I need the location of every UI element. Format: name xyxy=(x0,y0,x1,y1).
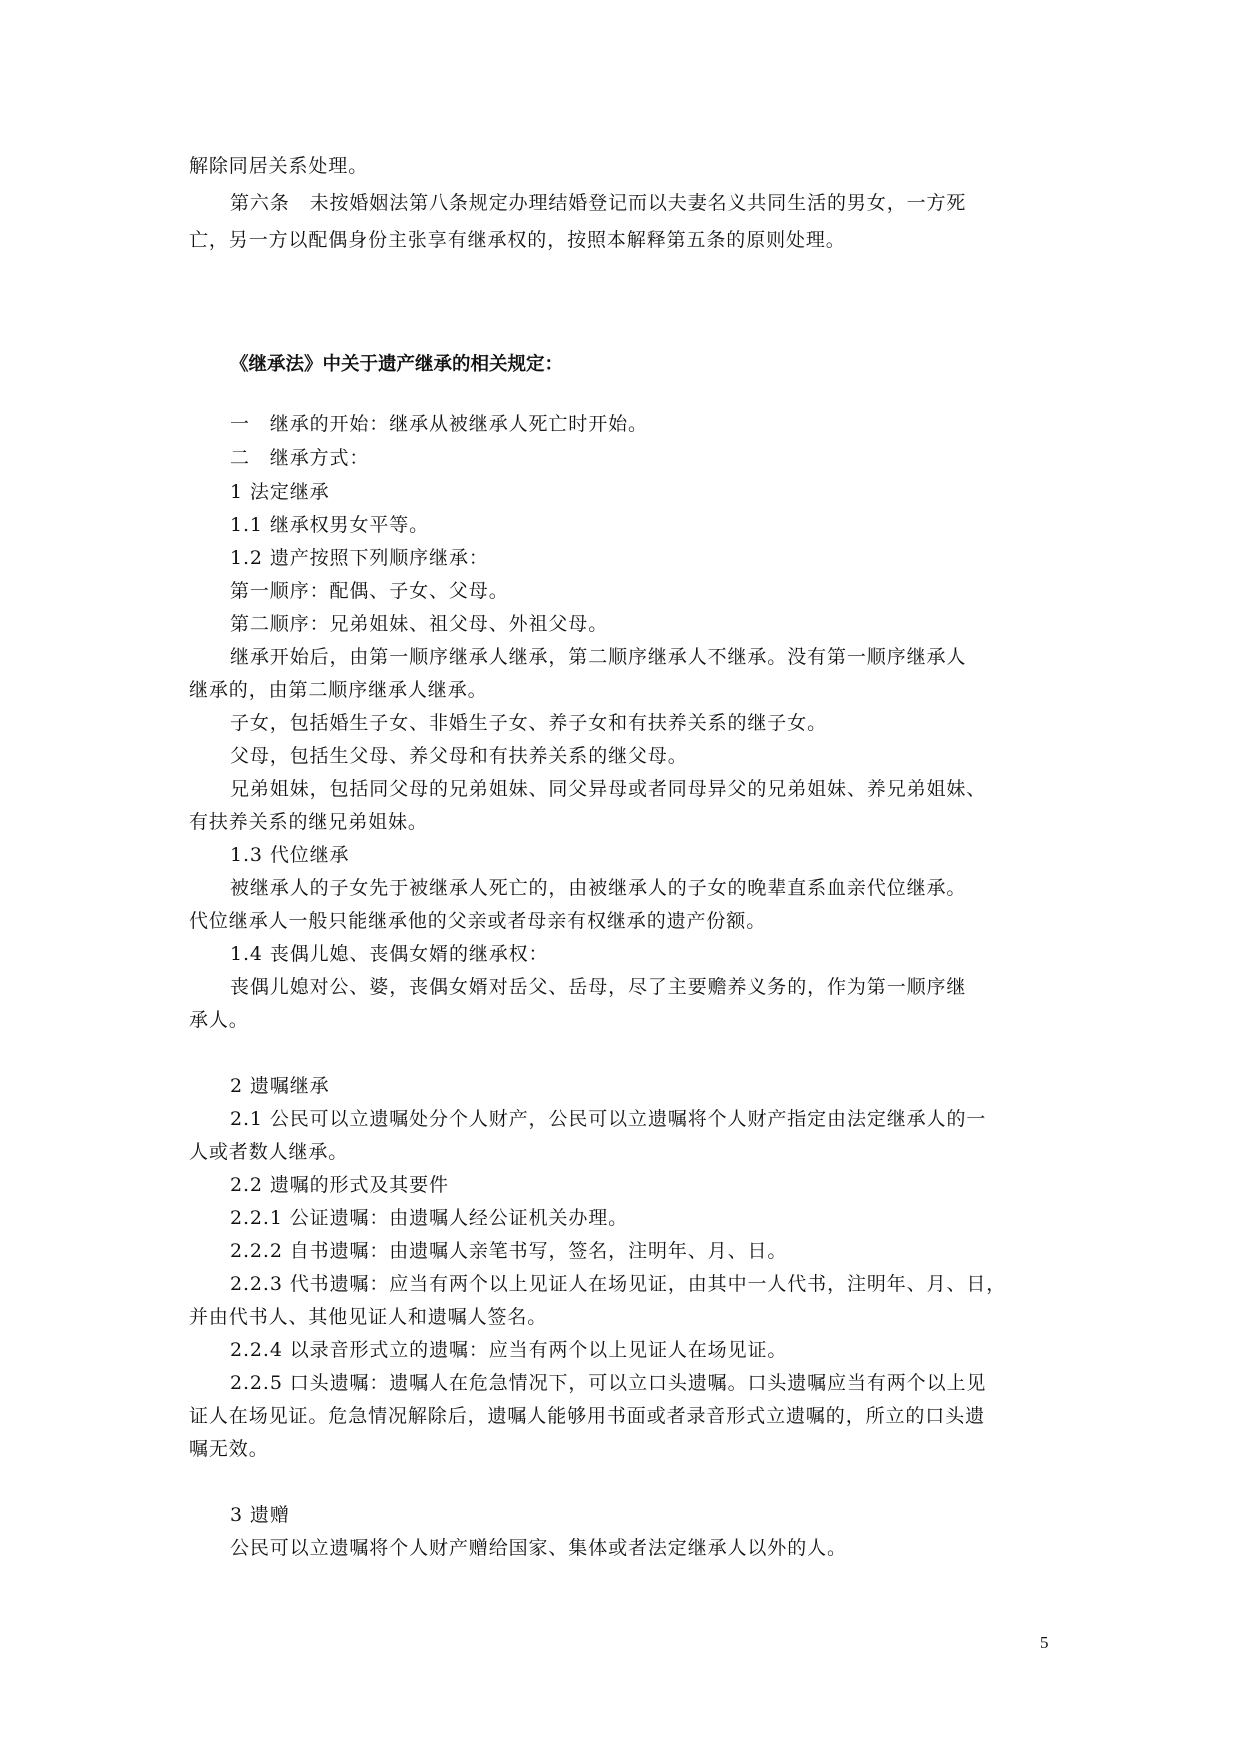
text-line: 继承的，由第二顺序继承人继承。 xyxy=(189,679,488,701)
section-heading: 《继承法》中关于遗产继承的相关规定： xyxy=(230,354,564,375)
text-line: 第六条 未按婚姻法第八条规定办理结婚登记而以夫妻名义共同生活的男女，一方死 xyxy=(230,192,967,214)
text-line: 1 法定继承 xyxy=(230,481,330,503)
text-line: 公民可以立遗嘱将个人财产赠给国家、集体或者法定继承人以外的人。 xyxy=(230,1537,847,1559)
text-line: 第一顺序：配偶、子女、父母。 xyxy=(230,580,509,602)
text-line: 1.4 丧偶儿媳、丧偶女婿的继承权： xyxy=(230,943,549,965)
text-line: 解除同居关系处理。 xyxy=(189,155,369,177)
text-line: 2.1 公民可以立遗嘱处分个人财产，公民可以立遗嘱将个人财产指定由法定继承人的一 xyxy=(230,1108,987,1130)
text-line: 2 遗嘱继承 xyxy=(230,1075,330,1097)
text-line: 丧偶儿媳对公、婆，丧偶女婿对岳父、岳母，尽了主要赡养义务的，作为第一顺序继 xyxy=(230,976,967,998)
text-line: 嘱无效。 xyxy=(189,1438,269,1460)
text-line: 代位继承人一般只能继承他的父亲或者母亲有权继承的遗产份额。 xyxy=(189,910,767,932)
text-line: 被继承人的子女先于被继承人死亡的，由被继承人的子女的晚辈直系血亲代位继承。 xyxy=(230,877,967,899)
text-line: 并由代书人、其他见证人和遗嘱人签名。 xyxy=(189,1306,548,1328)
text-line: 第二顺序：兄弟姐妹、祖父母、外祖父母。 xyxy=(230,613,609,635)
text-line: 父母，包括生父母、养父母和有扶养关系的继父母。 xyxy=(230,745,688,767)
text-line: 1.3 代位继承 xyxy=(230,844,350,866)
text-line: 1.1 继承权男女平等。 xyxy=(230,514,430,536)
text-line: 2.2.1 公证遗嘱：由遗嘱人经公证机关办理。 xyxy=(230,1207,629,1229)
text-line: 一 继承的开始：继承从被继承人死亡时开始。 xyxy=(230,413,648,435)
text-line: 3 遗赠 xyxy=(230,1504,290,1526)
text-line: 承人。 xyxy=(189,1009,249,1031)
text-line: 2.2 遗嘱的形式及其要件 xyxy=(230,1174,449,1196)
page-number: 5 xyxy=(1040,1633,1049,1652)
text-line: 2.2.5 口头遗嘱：遗嘱人在危急情况下，可以立口头遗嘱。口头遗嘱应当有两个以上见 xyxy=(230,1372,987,1394)
text-line: 继承开始后，由第一顺序继承人继承，第二顺序继承人不继承。没有第一顺序继承人 xyxy=(230,646,967,668)
text-line: 亡，另一方以配偶身份主张享有继承权的，按照本解释第五条的原则处理。 xyxy=(189,229,846,251)
text-line: 有扶养关系的继兄弟姐妹。 xyxy=(189,811,428,833)
text-line: 二 继承方式： xyxy=(230,447,370,469)
text-line: 1.2 遗产按照下列顺序继承： xyxy=(230,547,489,569)
text-line: 2.2.2 自书遗嘱：由遗嘱人亲笔书写，签名，注明年、月、日。 xyxy=(230,1240,788,1262)
text-line: 子女，包括婚生子女、非婚生子女、养子女和有扶养关系的继子女。 xyxy=(230,712,828,734)
text-line: 人或者数人继承。 xyxy=(189,1141,349,1163)
text-line: 2.2.3 代书遗嘱：应当有两个以上见证人在场见证，由其中一人代书，注明年、月、日， xyxy=(230,1273,1007,1295)
text-line: 2.2.4 以录音形式立的遗嘱：应当有两个以上见证人在场见证。 xyxy=(230,1339,788,1361)
text-line: 证人在场见证。危急情况解除后，遗嘱人能够用书面或者录音形式立遗嘱的，所立的口头遗 xyxy=(189,1405,986,1427)
text-line: 兄弟姐妹，包括同父母的兄弟姐妹、同父异母或者同母异父的兄弟姐妹、养兄弟姐妹、 xyxy=(230,778,987,800)
